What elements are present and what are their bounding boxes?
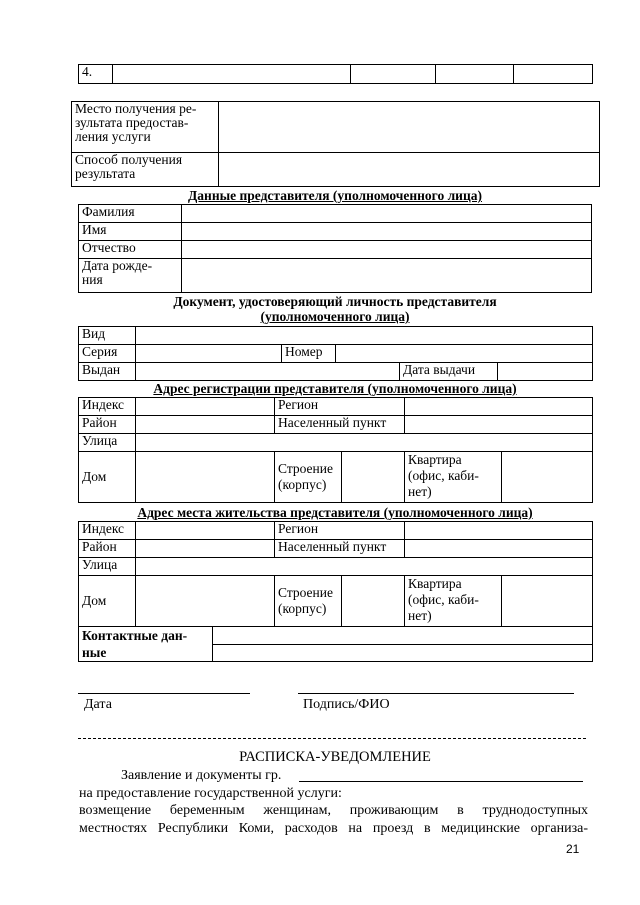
doc-issued-field[interactable]	[136, 363, 400, 381]
doc-issue-date-label: Дата выдачи	[400, 363, 498, 381]
reg-building-label: Строение (корпус)	[275, 452, 342, 503]
reg-building-field[interactable]	[342, 452, 405, 503]
reg-region-field[interactable]	[405, 398, 593, 416]
live-district-label: Район	[79, 540, 136, 558]
doc-issue-date-field[interactable]	[498, 363, 593, 381]
live-apartment-label: Квартира (офис, каби- нет)	[405, 576, 502, 627]
doc-issued-label: Выдан	[79, 363, 136, 381]
notice-line-2: на предоставление государственной услуги:	[79, 786, 342, 801]
reg-district-field[interactable]	[136, 416, 275, 434]
reg-street-field[interactable]	[136, 434, 593, 452]
row-4-table	[78, 64, 593, 84]
result-receipt-table	[71, 101, 600, 187]
live-region-label: Регион	[275, 522, 405, 540]
name-field[interactable]	[182, 223, 592, 241]
patronymic-field[interactable]	[182, 241, 592, 259]
reg-apartment-field[interactable]	[502, 452, 593, 503]
reg-locality-field[interactable]	[405, 416, 593, 434]
reg-addr-table	[78, 397, 593, 503]
reg-index-field[interactable]	[136, 398, 275, 416]
doc-series-field[interactable]	[136, 345, 282, 363]
live-index-label: Индекс	[79, 522, 136, 540]
patronymic-label: Отчество	[79, 241, 182, 259]
reg-apartment-label: Квартира (офис, каби- нет)	[405, 452, 502, 503]
row-number: 4.	[79, 65, 113, 84]
reg-locality-label: Населенный пункт	[275, 416, 405, 434]
contacts-field-2[interactable]	[213, 644, 593, 662]
live-building-label: Строение (корпус)	[275, 576, 342, 627]
row-cell[interactable]	[113, 65, 351, 84]
reg-addr-title: Адрес регистрации представителя (уполномоченного лица)	[153, 381, 517, 396]
cut-line	[78, 738, 586, 739]
live-locality-field[interactable]	[405, 540, 593, 558]
reg-district-label: Район	[79, 416, 136, 434]
result-method-label: Способ получения результата	[72, 153, 219, 187]
applicant-name-line	[299, 781, 583, 782]
live-street-label: Улица	[79, 558, 136, 576]
notice-line-3: возмещение беременным женщинам, проживающим в труднодоступных	[79, 803, 588, 818]
result-method-field[interactable]	[219, 153, 600, 187]
row-cell[interactable]	[351, 65, 436, 84]
page-number: 21	[566, 842, 580, 856]
rep-doc-title: Документ, удостоверяющий личность представителя (уполномоченного лица)	[173, 294, 497, 324]
live-region-field[interactable]	[405, 522, 593, 540]
rep-data-table	[78, 204, 592, 293]
surname-label: Фамилия	[79, 205, 182, 223]
live-street-field[interactable]	[136, 558, 593, 576]
contacts-label: Контактные дан- ные	[79, 627, 213, 662]
live-apartment-field[interactable]	[502, 576, 593, 627]
doc-type-field[interactable]	[136, 327, 593, 345]
row-cell[interactable]	[436, 65, 514, 84]
rep-data-title: Данные представителя (уполномоченного лица)	[188, 188, 482, 203]
reg-house-label: Дом	[79, 452, 136, 503]
notice-title: РАСПИСКА-УВЕДОМЛЕНИЕ	[239, 749, 431, 765]
contacts-field-1[interactable]	[213, 627, 593, 645]
name-signature-line	[298, 693, 574, 694]
live-addr-table	[78, 521, 593, 662]
date-caption: Дата	[84, 697, 112, 712]
live-building-field[interactable]	[342, 576, 405, 627]
reg-index-label: Индекс	[79, 398, 136, 416]
result-place-field[interactable]	[219, 102, 600, 153]
live-locality-label: Населенный пункт	[275, 540, 405, 558]
birthdate-label: Дата рожде- ния	[79, 259, 182, 293]
notice-line-4: местностях Республики Коми, расходов на проезд в медицинские организа-	[79, 821, 588, 836]
live-addr-title: Адрес места жительства представителя (уполномоченного лица)	[137, 505, 533, 520]
doc-type-label: Вид	[79, 327, 136, 345]
live-house-field[interactable]	[136, 576, 275, 627]
birthdate-field[interactable]	[182, 259, 592, 293]
rep-doc-table	[78, 326, 593, 381]
live-house-label: Дом	[79, 576, 136, 627]
signature-caption: Подпись/ФИО	[303, 697, 390, 712]
surname-field[interactable]	[182, 205, 592, 223]
reg-street-label: Улица	[79, 434, 136, 452]
doc-number-field[interactable]	[336, 345, 593, 363]
date-signature-line	[78, 693, 250, 694]
result-place-label: Место получения ре- зультата предостав- ления услуги	[72, 102, 219, 153]
name-label: Имя	[79, 223, 182, 241]
reg-house-field[interactable]	[136, 452, 275, 503]
notice-line-1: Заявление и документы гр.	[121, 768, 282, 783]
reg-region-label: Регион	[275, 398, 405, 416]
doc-series-label: Серия	[79, 345, 136, 363]
doc-number-label: Номер	[282, 345, 336, 363]
live-district-field[interactable]	[136, 540, 275, 558]
live-index-field[interactable]	[136, 522, 275, 540]
row-cell[interactable]	[514, 65, 593, 84]
